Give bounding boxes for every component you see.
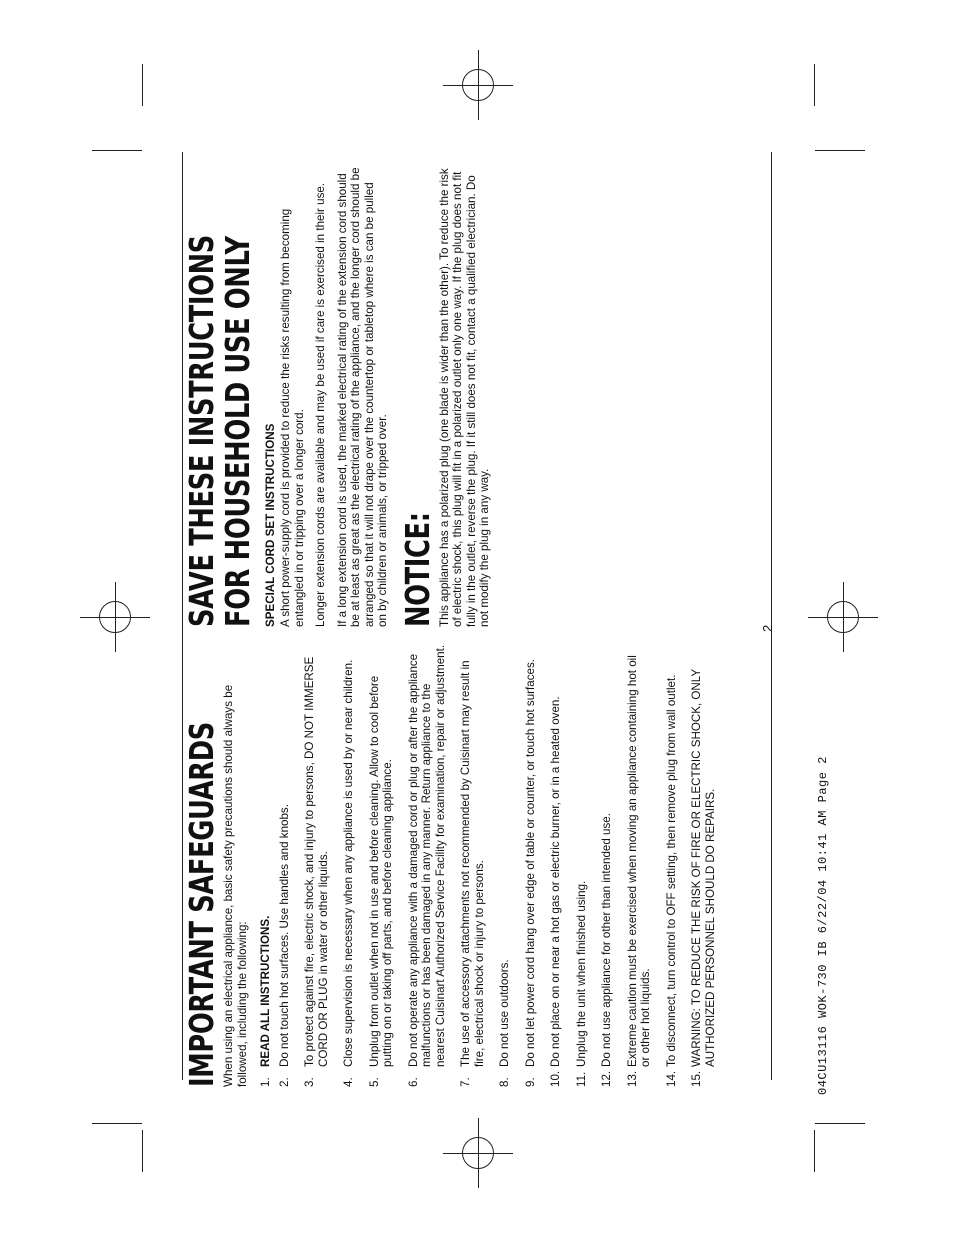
- list-item: 12. Do not use appliance for other than intended use.: [600, 813, 613, 1087]
- crop-mark: [814, 64, 815, 106]
- list-item: 14. To disconnect, turn control to OFF setting, then remove plug from wall outlet.: [664, 674, 678, 1087]
- print-slug: 04CU13116 WOK-730 IB 6/22/04 10:41 AM Page 2: [816, 756, 830, 1095]
- crop-mark: [142, 1130, 143, 1172]
- manual-page: [183, 160, 773, 1087]
- crop-mark: [815, 150, 865, 151]
- crop-mark: [92, 150, 142, 151]
- safeguards-list: [259, 642, 717, 1087]
- page-number: 2: [760, 624, 775, 632]
- registration-mark-bottom: [462, 1137, 494, 1169]
- list-item: 8. Do not use outdoors.: [498, 959, 511, 1087]
- notice-title: NOTICE:: [397, 512, 437, 627]
- crop-mark: [142, 64, 143, 106]
- save-instructions-title-line1: SAVE THESE INSTRUCTIONS: [182, 235, 221, 627]
- save-instructions-title-line2: FOR HOUSEHOLD USE ONLY: [218, 236, 257, 627]
- list-item: 10. Do not place on or near a hot gas or electric burner, or in a heated oven.: [549, 696, 562, 1087]
- list-item: 6. Do not operate any appliance with a damaged cord or plug or after the appliance malfunctions or has been damaged in any manner. Return appliance to the nearest Cuisinart Authorized Service Facility for examination, repair or adjustment.: [406, 644, 447, 1087]
- crop-mark: [814, 1130, 815, 1172]
- list-item: 4. Close supervision is necessary when any appliance is used by or near children.: [342, 659, 355, 1087]
- registration-mark-right: [827, 601, 859, 633]
- intro-text: When using an electrical appliance, basic safety precautions should always be followed, including the following:: [222, 684, 249, 1087]
- important-safeguards-title: IMPORTANT SAFEGUARDS: [182, 722, 221, 1087]
- list-item: 2. Do not touch hot surfaces. Use handles and knobs.: [277, 804, 291, 1087]
- list-item: 11. Unplug the unit when finished using.: [574, 880, 588, 1087]
- crop-mark: [815, 1123, 865, 1124]
- cord-set-heading: SPECIAL CORD SET INSTRUCTIONS: [264, 423, 277, 627]
- list-item: 3. To protect against fire, electric shock, and injury to persons, DO NOT IMMERSE CORD OR PLUG in water or other liquids.: [303, 656, 330, 1087]
- notice-text: This appliance has a polarized plug (one blade is wider than the other). To reduce the risk of electric shock, this plug will fit in a polarized outlet only one way. If the plug does not fit fully in the outlet, reverse the plug. If it still does not fit, contact a qualified electrician. Do not modify the plug in any way.: [437, 168, 491, 627]
- right-column: [183, 167, 492, 627]
- list-item: 5. Unplug from outlet when not in use and before cleaning. Allow to cool before putting on or taking off parts, and before cleaning appliance.: [367, 675, 394, 1087]
- registration-mark-top: [462, 69, 494, 101]
- left-column: [183, 642, 717, 1087]
- cord-paragraph-2: Longer extension cords are available and may be used if care is exercised in their use.: [314, 182, 327, 627]
- list-item: 7. The use of accessory attachments not recommended by Cuisinart may result in fire, electrical shock or injury to persons.: [459, 660, 486, 1087]
- list-item: 9. Do not let power cord hang over edge of table or counter, or touch hot surfaces.: [523, 659, 537, 1087]
- registration-mark-left: [99, 601, 131, 633]
- list-item: 15. WARNING: TO REDUCE THE RISK OF FIRE OR ELECTRIC SHOCK, ONLY AUTHORIZED PERSONNEL SHOULD DO REPAIRS.: [690, 669, 717, 1087]
- cord-paragraph-3: If a long extension cord is used, the marked electrical rating of the extension cord should be at least as great as the electrical rating of the appliance, and the longer cord should be arranged so that it will not drape over the countertop or tabletop where is can be pulled on by children or animals, or tripped over.: [335, 167, 389, 627]
- list-item: 1. READ ALL INSTRUCTIONS.: [259, 915, 272, 1087]
- crop-mark: [92, 1123, 142, 1124]
- list-item: 13. Extreme caution must be exercised when moving an appliance containing hot oil or other hot liquids.: [625, 655, 652, 1087]
- cord-paragraph-1: A short power-supply cord is provided to reduce the risks resulting from becoming entangled in or tripping over a longer cord.: [279, 208, 306, 627]
